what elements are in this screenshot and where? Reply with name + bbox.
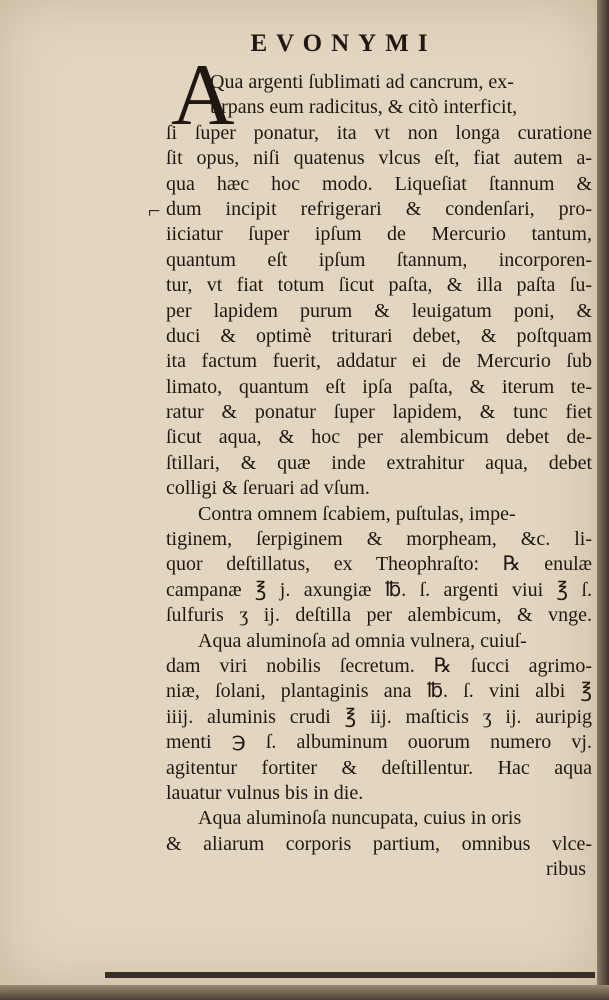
- text-line: ita factum fuerit, addatur ei de Mercurio ſub: [166, 350, 592, 373]
- text-line: quor deſtillatus, ex Theophraſto: ℞ enulæ: [166, 553, 592, 576]
- text-line: ribus: [546, 858, 586, 881]
- text-line: quantum eſt ipſum ſtannum, incorporen-: [166, 248, 592, 271]
- text-line: niæ, ſolani, plantaginis ana ℔. ſ. vini albi ℥: [166, 680, 592, 703]
- text-line: agitentur fortiter & deſtillentur. Hac aqua: [166, 756, 592, 779]
- text-line: limato, quantum eſt ipſa paſta, & iterum te-: [166, 375, 592, 398]
- text-line: tur, vt fiat totum ſicut paſta, & illa paſta ſu-: [166, 274, 592, 297]
- text-line: duci & optimè triturari debet, & poſtquam: [166, 324, 592, 347]
- text-line: ſit opus, niſi quatenus vlcus eſt, fiat autem a-: [166, 147, 592, 170]
- text-line: ſicut aqua, & hoc per alembicum debet de-: [166, 426, 592, 449]
- text-line: per lapidem purum & leuigatum poni, &: [166, 299, 592, 322]
- text-line: tiginem, ſerpiginem & morpheam, &c. li-: [166, 528, 592, 551]
- text-line: dam viri nobilis ſecretum. ℞ ſucci agrimo-: [166, 654, 592, 677]
- text-line: ratur & ponatur ſuper lapidem, & tunc fiet: [166, 401, 592, 424]
- text-line: ſtillari, & quæ inde extrahitur aqua, debet: [166, 451, 592, 474]
- text-line: Contra omnem ſcabiem, puſtulas, impe-: [198, 502, 516, 525]
- margin-mark: ⌐: [148, 198, 161, 223]
- page-edge-bottom: [0, 985, 609, 1000]
- text-line: dum incipit refrigerari & condenſari, pro-: [166, 197, 592, 220]
- drop-cap: A: [171, 47, 235, 144]
- text-line: qua hæc hoc modo. Liqueſiat ſtannum &: [166, 172, 592, 195]
- text-line: menti ℈ ſ. albuminum ouorum numero vj.: [166, 731, 592, 754]
- page-bottom-rule: [105, 972, 595, 978]
- text-line: colligi & ſeruari ad vſum.: [166, 477, 370, 500]
- body-text: [158, 70, 598, 883]
- text-line: ſulfuris ʒ ij. deſtilla per alembicum, & vnge.: [166, 604, 592, 627]
- running-header: EVONYMI: [250, 30, 437, 57]
- text-line: campanæ ℥ j. axungiæ ℔. ſ. argenti viui ℥ ſ.: [166, 578, 592, 601]
- text-line: Aqua aluminoſa nuncupata, cuius in oris: [198, 807, 522, 830]
- text-line: ſi ſuper ponatur, ita vt non longa curatione: [166, 121, 592, 144]
- text-line: iiij. aluminis crudi ℥ iij. maſticis ʒ ij. auripig: [166, 705, 592, 728]
- text-line: tirpans eum radicitus, & citò interficit,: [210, 96, 518, 119]
- text-line: Qua argenti ſublimati ad cancrum, ex-: [210, 71, 514, 93]
- text-line: Aqua aluminoſa ad omnia vulnera, cuiuſ-: [198, 629, 527, 652]
- text-line: lauatur vulnus bis in die.: [166, 781, 364, 804]
- text-line: & aliarum corporis partium, omnibus vlce-: [166, 832, 592, 855]
- page-edge-right: [597, 0, 609, 1000]
- text-line: iiciatur ſuper ipſum de Mercurio tantum,: [166, 223, 592, 246]
